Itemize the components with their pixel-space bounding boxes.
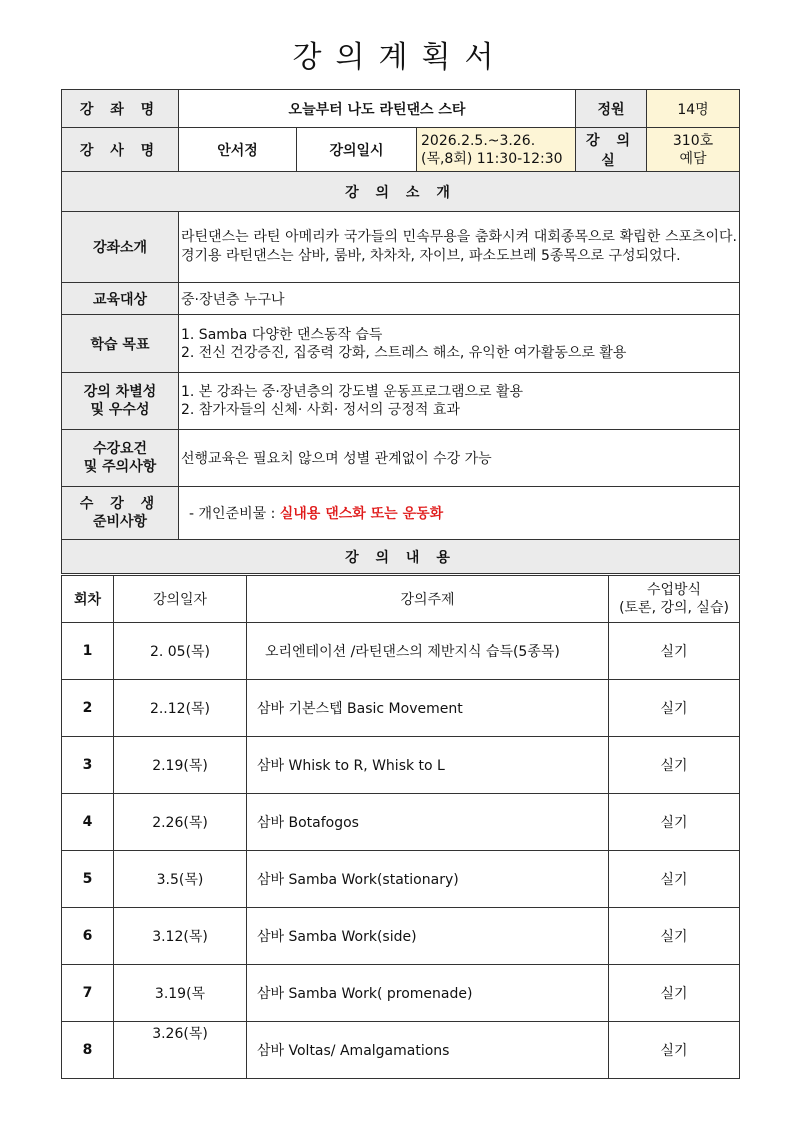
- session-topic: 삼바 Samba Work(side): [247, 908, 609, 965]
- requirement-text: 선행교육은 필요치 않으며 성별 관계없이 수강 가능: [179, 430, 740, 487]
- session-date: 2.26(목): [114, 794, 247, 851]
- session-method: 실기: [609, 680, 740, 737]
- diff-label-line-1: 강의 차별성: [83, 384, 157, 400]
- session-date: 2.19(목): [114, 737, 247, 794]
- course-intro-label: 강좌소개: [62, 212, 179, 283]
- room-line-1: 310호: [672, 132, 714, 149]
- session-date: 2. 05(목): [114, 623, 247, 680]
- goal-text: [179, 315, 740, 373]
- session-row: [62, 623, 740, 680]
- prep-label-line-2: 준비사항: [92, 514, 148, 530]
- requirement-label: [62, 430, 179, 487]
- diff-text: [179, 373, 740, 430]
- session-row: [62, 680, 740, 737]
- capacity-label: 정원: [576, 90, 647, 128]
- session-row: [62, 908, 740, 965]
- session-no: 5: [62, 851, 114, 908]
- date-label: 강의일시: [297, 128, 417, 172]
- content-section-header: 강 의 내 용: [62, 540, 740, 574]
- diff-item-2: 2. 참가자들의 신체· 사회· 정서의 긍정적 효과: [181, 402, 460, 418]
- session-date: 2..12(목): [114, 680, 247, 737]
- intro-section-header: 강 의 소 개: [62, 172, 740, 212]
- date-line-2: (목,8회) 11:30-12:30: [421, 150, 563, 167]
- session-row: [62, 737, 740, 794]
- session-row: [62, 965, 740, 1022]
- header-no: 회차: [62, 576, 114, 623]
- prep-text: [179, 487, 740, 540]
- target-text: 중·장년층 누구나: [179, 283, 740, 315]
- header-date: 강의일자: [114, 576, 247, 623]
- session-topic: 삼바 Botafogos: [247, 794, 609, 851]
- header-method: [609, 576, 740, 623]
- schedule-table: [61, 575, 740, 1079]
- session-topic: 오리엔테이션 /라틴댄스의 제반지식 습득(5종목): [247, 623, 609, 680]
- session-no: 6: [62, 908, 114, 965]
- capacity-value: 14명: [647, 90, 740, 128]
- lecture-datetime: [417, 128, 576, 172]
- session-no: 4: [62, 794, 114, 851]
- session-no: 8: [62, 1022, 114, 1079]
- session-no: 1: [62, 623, 114, 680]
- session-row: [62, 1022, 740, 1079]
- session-rows: [62, 623, 740, 1079]
- goal-item-2: 2. 전신 건강증진, 집중력 강화, 스트레스 해소, 유익한 여가활동으로 활용: [181, 344, 627, 361]
- diff-item-1: 1. 본 강좌는 중·장년층의 강도별 운동프로그램으로 활용: [181, 384, 524, 400]
- session-date: 3.12(목): [114, 908, 247, 965]
- course-info-table: [61, 89, 740, 574]
- session-method: 실기: [609, 1022, 740, 1079]
- header-method-title: 수업방식: [646, 582, 702, 598]
- session-topic: 삼바 Whisk to R, Whisk to L: [247, 737, 609, 794]
- session-no: 2: [62, 680, 114, 737]
- target-label: 교육대상: [62, 283, 179, 315]
- course-intro-text: 라틴댄스는 라틴 아메리카 국가들의 민속무용을 춤화시켜 대회종목으로 확립한 스포츠이다. 경기용 라틴댄스는 삼바, 룸바, 차차차, 자이브, 파소도브레 5종목으로 구성되었다.: [179, 212, 740, 283]
- goal-item-1: 1. Samba 다양한 댄스동작 습득: [181, 326, 383, 343]
- room-value: [647, 128, 740, 172]
- session-topic: 삼바 Samba Work( promenade): [247, 965, 609, 1022]
- goal-label: 학습 목표: [62, 315, 179, 373]
- diff-label: [62, 373, 179, 430]
- session-date: 3.5(목): [114, 851, 247, 908]
- prep-label-line-1: 수 강 생: [79, 496, 161, 512]
- header-topic: 강의주제: [247, 576, 609, 623]
- req-label-line-1: 수강요건: [92, 441, 148, 457]
- session-row: [62, 851, 740, 908]
- session-method: 실기: [609, 737, 740, 794]
- instructor-name: 안서정: [179, 128, 297, 172]
- date-line-1: 2026.2.5.~3.26.: [421, 132, 536, 149]
- session-date: 3.19(목: [114, 965, 247, 1022]
- session-date: 3.26(목): [114, 1022, 247, 1079]
- session-method: 실기: [609, 623, 740, 680]
- course-name: 오늘부터 나도 라틴댄스 스타: [179, 90, 576, 128]
- session-method: 실기: [609, 851, 740, 908]
- session-method: 실기: [609, 908, 740, 965]
- course-name-label: 강 좌 명: [62, 90, 179, 128]
- req-label-line-2: 및 주의사항: [83, 459, 157, 475]
- prep-prefix: - 개인준비물 :: [189, 506, 280, 522]
- instructor-label: 강 사 명: [62, 128, 179, 172]
- session-topic: 삼바 기본스텝 Basic Movement: [247, 680, 609, 737]
- prep-label: [62, 487, 179, 540]
- session-topic: 삼바 Samba Work(stationary): [247, 851, 609, 908]
- diff-label-line-2: 및 우수성: [90, 402, 150, 418]
- room-line-2: 예담: [679, 150, 707, 167]
- room-label: 강 의 실: [576, 128, 647, 172]
- header-method-sub: (토론, 강의, 실습): [619, 600, 729, 616]
- session-no: 3: [62, 737, 114, 794]
- session-row: [62, 794, 740, 851]
- session-method: 실기: [609, 965, 740, 1022]
- prep-items: 실내용 댄스화 또는 운동화: [279, 506, 444, 522]
- page-title: 강의계획서: [292, 40, 508, 75]
- session-no: 7: [62, 965, 114, 1022]
- session-method: 실기: [609, 794, 740, 851]
- session-topic: 삼바 Voltas/ Amalgamations: [247, 1022, 609, 1079]
